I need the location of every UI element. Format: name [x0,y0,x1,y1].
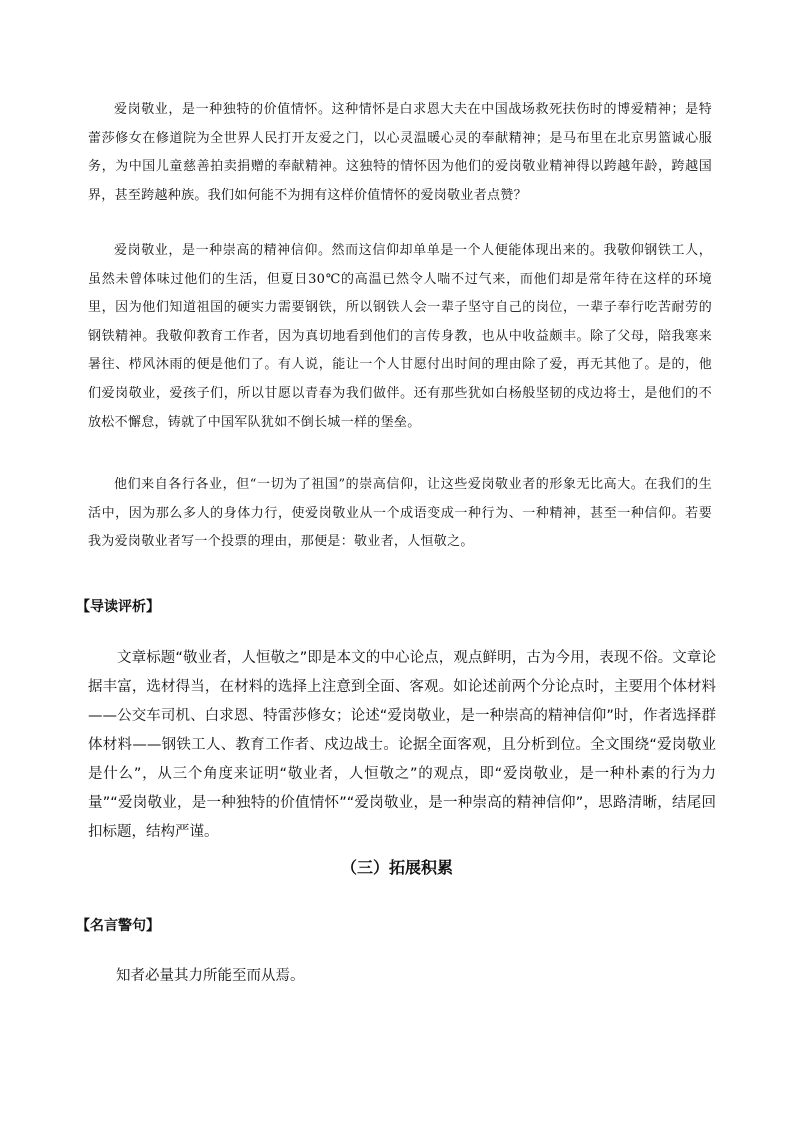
quotes-heading: 【名言警句】 [76,918,160,934]
section-title: （三）拓展积累 [340,858,453,877]
guide-heading: 【导读评析】 [76,599,160,615]
essay-paragraph-3: 他们来自各行各业，但“一切为了祖国”的崇高信仰，让这些爱岗敬业者的形象无比高大。在我们的生活中，因为那么多人的身体力行，使爱岗敬业从一个成语变成一种行为、一种精神，甚至一种信仰。若要我为爱岗敬业者写一个投票的理由，那便是：敬业者，人恒敬之。 [88,477,712,550]
quote-text: 知者必量其力所能至而从焉。 [116,968,305,984]
guide-analysis-text: 文章标题“敬业者，人恒敬之”即是本文的中心论点，观点鲜明，古为今用，表现不俗。文章论据丰富，选材得当，在材料的选择上注意到全面、客观。如论述前两个分论点时，主要用个体材料——公交车司机、白求恩、特雷莎修女；论述“爱岗敬业，是一种崇高的精神信仰”时，作者选择群体材料——钢铁工人、教育工作者、戍边战士。论据全面客观，且分析到位。全文围绕“爱岗敬业是什么”，从三个角度来证明“敬业者，人恒敬之”的观点，即“爱岗敬业，是一种朴素的行为力量”“爱岗敬业，是一种独特的价值情怀”“爱岗敬业，是一种崇高的精神信仰”，思路清晰，结尾回扣标题，结构严谨。 [88,650,716,840]
essay-paragraph-2: 爱岗敬业，是一种崇高的精神信仰。然而这信仰却单单是一个人便能体现出来的。我敬仰钢铁工人，虽然未曾体味过他们的生活，但夏日30℃的高温已然令人喘不过气来，而他们却是常年待在这样的环境里，因为他们知道祖国的硬实力需要钢铁，所以钢铁人会一辈子坚守自己的岗位，一辈子奉行吃苦耐劳的钢铁精神。我敬仰教育工作者，因为真切地看到他们的言传身教，也从中收益颇丰。除了父母，陪我寒来暑往、栉风沐雨的便是他们了。有人说，能让一个人甘愿付出时间的理由除了爱，再无其他了。是的，他们爱岗敬业，爱孩子们，所以甘愿以青春为我们做伴。还有那些犹如白杨般坚韧的戍边将士，是他们的不放松不懈怠，铸就了中国军队犹如不倒长城一样的堡垒。 [88,243,712,430]
essay-paragraph-1: 爱岗敬业，是一种独特的价值情怀。这种情怀是白求恩大夫在中国战场救死扶伤时的博爱精神；是特蕾莎修女在修道院为全世界人民打开友爱之门，以心灵温暖心灵的奉献精神；是马布里在北京男篮诚心服务，为中国儿童慈善拍卖捐赠的奉献精神。这独特的情怀因为他们的爱岗敬业精神得以跨越年龄，跨越国界，甚至跨越种族。我们如何能不为拥有这样价值情怀的爱岗敬业者点赞？ [88,102,712,203]
